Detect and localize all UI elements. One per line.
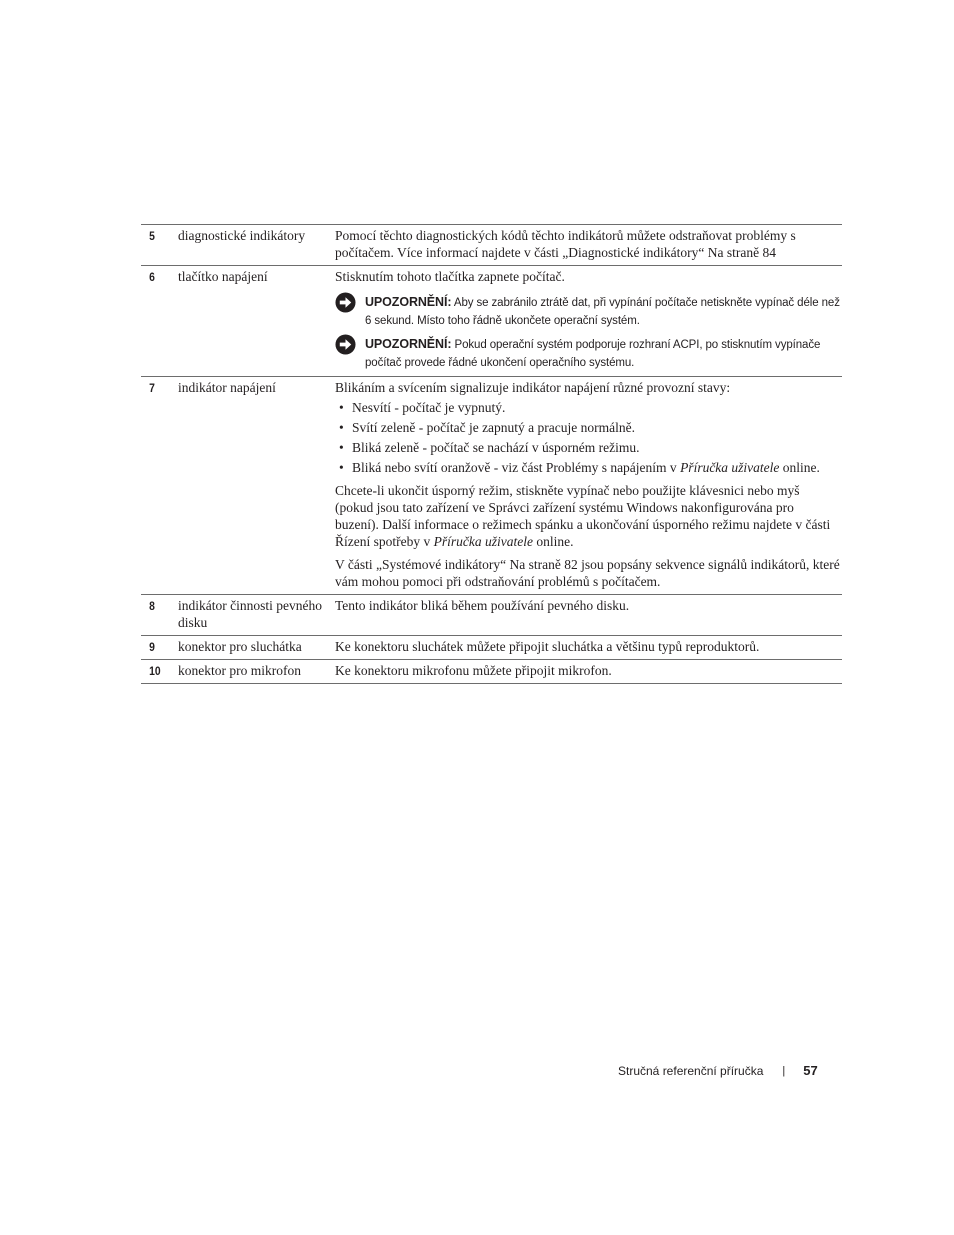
description-text: Ke konektoru sluchátek můžete připojit sluchátka a většinu typů reproduktorů. xyxy=(335,639,760,654)
table-row xyxy=(141,660,842,684)
status-list xyxy=(335,399,840,476)
notice-arrow-icon xyxy=(335,334,356,355)
list-item-text: Bliká nebo svítí oranžově - viz část Problémy s napájením v xyxy=(352,460,681,475)
manual-title: Příručka uživatele xyxy=(680,460,780,475)
list-item xyxy=(335,459,840,476)
item-description xyxy=(335,636,842,659)
notice-text xyxy=(365,335,840,372)
list-item: • Bliká zeleně - počítač se nachází v úsporném režimu. xyxy=(335,439,840,456)
item-number: 5 xyxy=(149,231,155,243)
paragraph-text: online. xyxy=(532,534,574,549)
notice-label: UPOZORNĚNÍ: xyxy=(365,337,452,351)
item-name: diagnostické indikátory xyxy=(178,228,306,243)
description-text: Stisknutím tohoto tlačítka zapnete počítač. xyxy=(335,269,565,284)
item-number: 9 xyxy=(149,642,155,654)
item-name: tlačítko napájení xyxy=(178,269,268,284)
description-text: Pomocí těchto diagnostických kódů těchto indikátorů můžete odstraňovat problémy s počítačem. Více informací najdete v části „Diagnostické indikátory“ Na straně 84 xyxy=(335,228,796,260)
page-footer xyxy=(618,1063,818,1078)
item-description xyxy=(335,225,842,265)
item-description xyxy=(335,660,842,683)
table-row xyxy=(141,595,842,636)
item-number: 7 xyxy=(149,383,155,395)
description-paragraph xyxy=(335,482,840,550)
notice-text xyxy=(365,293,840,330)
specification-table xyxy=(141,224,842,684)
manual-title: Příručka uživatele xyxy=(433,534,533,549)
item-description xyxy=(335,377,842,594)
list-item: • Nesvítí - počítač je vypnutý. xyxy=(335,399,840,416)
item-number: 6 xyxy=(149,272,155,284)
notice-arrow-icon xyxy=(335,292,356,313)
table-row xyxy=(141,377,842,595)
footer-separator: | xyxy=(782,1064,786,1077)
description-text: Ke konektoru mikrofonu můžete připojit mikrofon. xyxy=(335,663,612,678)
item-description xyxy=(335,595,842,635)
page-number: 57 xyxy=(803,1063,818,1078)
table-row xyxy=(141,636,842,660)
notice-label: UPOZORNĚNÍ: xyxy=(365,295,452,309)
item-number: 8 xyxy=(149,601,155,613)
footer-title: Stručná referenční příručka xyxy=(618,1063,764,1078)
list-item-text: online. xyxy=(779,460,820,475)
notice-body: Pokud operační systém podporuje rozhraní ACPI, po stisknutím vypínače počítač provede řádné ukončení operačního systému. xyxy=(365,339,821,369)
paragraph-text: Chcete-li ukončit úsporný režim, stiskněte vypínač nebo použijte klávesnici nebo myš (pokud jsou tato zařízení ve Správci zařízení systému Windows nakonfigurována pro buzení). Další informace o režimech spánku a ukončování úsporného režimu najdete v části Řízení spotřeby v xyxy=(335,483,831,549)
notice-block xyxy=(335,335,840,372)
item-name: indikátor činnosti pevného disku xyxy=(178,598,322,630)
description-text: Tento indikátor bliká během používání pevného disku. xyxy=(335,598,630,613)
table-row xyxy=(141,225,842,266)
item-number: 10 xyxy=(149,666,161,678)
item-name: konektor pro sluchátka xyxy=(178,639,302,654)
table-row xyxy=(141,266,842,377)
item-name: konektor pro mikrofon xyxy=(178,663,301,678)
notice-body: Aby se zabránilo ztrátě dat, při vypínání počítače netiskněte vypínač déle než 6 sekund. Místo toho řádně ukončete operační systém. xyxy=(365,297,840,327)
description-intro: Blikáním a svícením signalizuje indikátor napájení různé provozní stavy: xyxy=(335,380,731,395)
item-name: indikátor napájení xyxy=(178,380,276,395)
list-item: • Svítí zeleně - počítač je zapnutý a pracuje normálně. xyxy=(335,419,840,436)
notice-block xyxy=(335,293,840,330)
item-description xyxy=(335,266,842,376)
description-paragraph: V části „Systémové indikátory“ Na straně 82 jsou popsány sekvence signálů indikátorů, které vám mohou pomoci při odstraňování problémů s počítačem. xyxy=(335,557,840,589)
